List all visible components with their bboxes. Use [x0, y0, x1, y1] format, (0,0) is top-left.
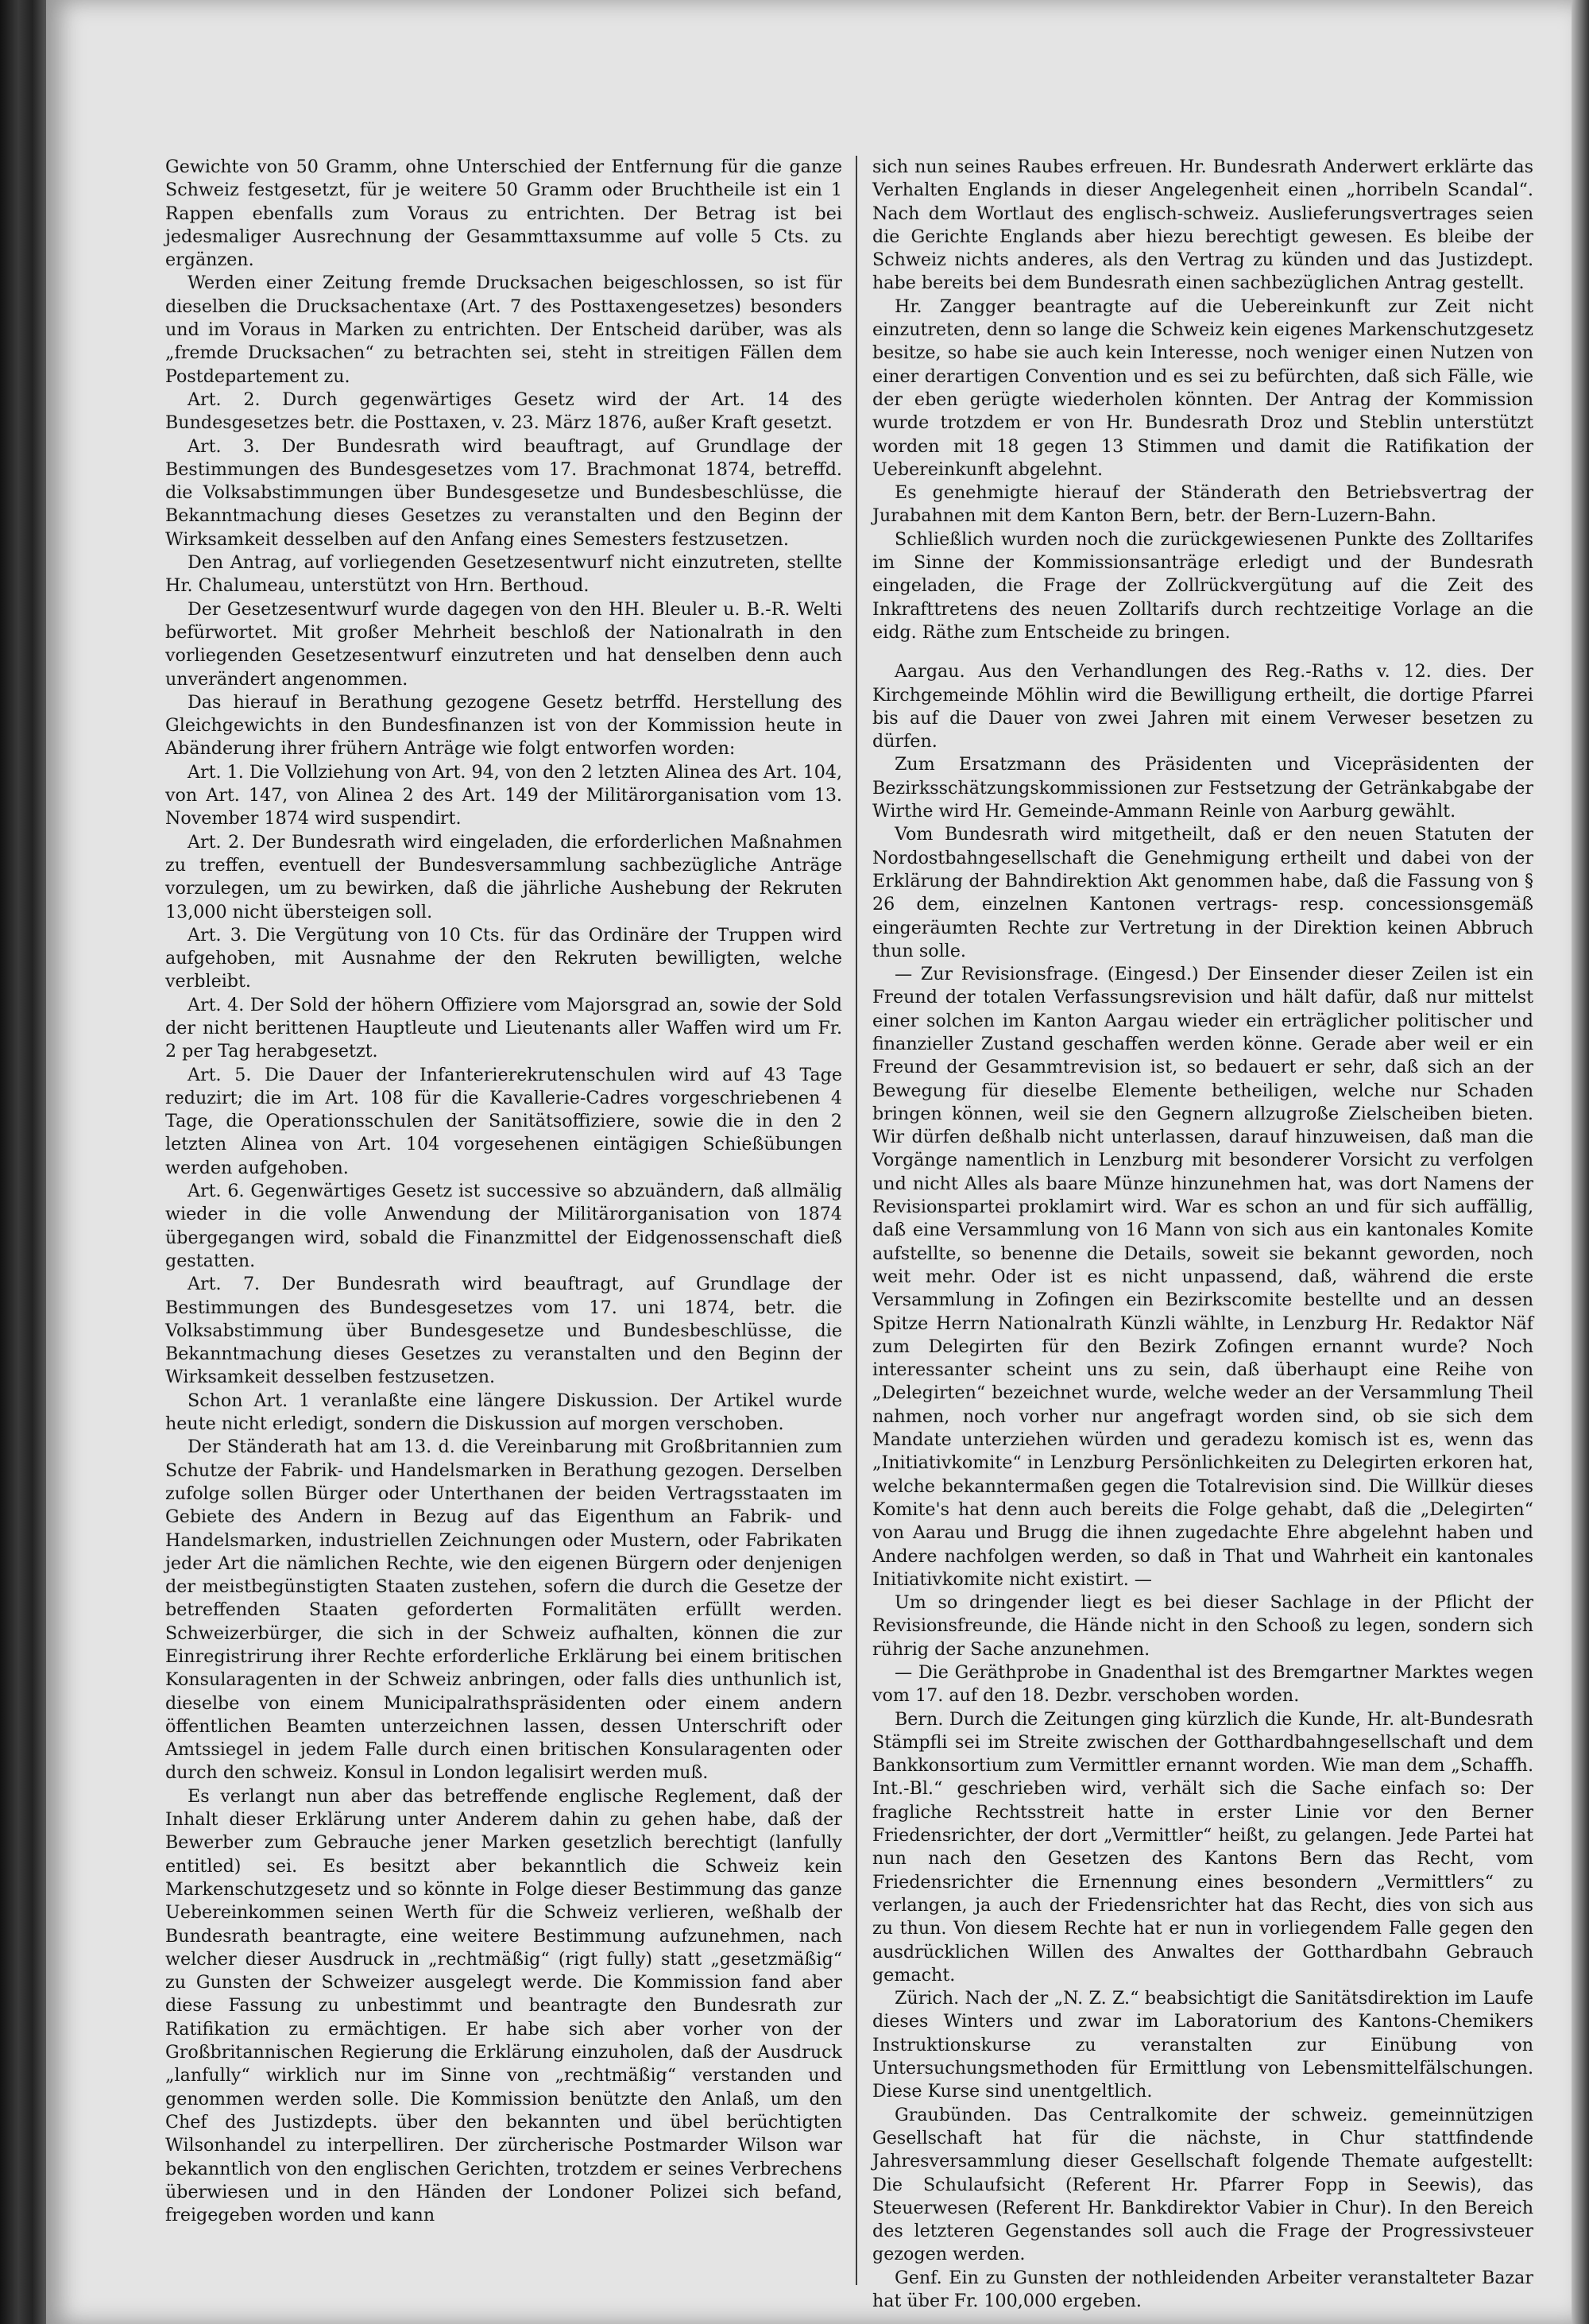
paragraph: Art. 6. Gegenwärtiges Gesetz ist successive so abzuändern, daß allmälig wieder in die volle Anwendung der Militärorganisation von 1874 übergegangen wird, sobald die Finanzmittel der Eidgenossenschaft dieß gestatten. — [165, 1181, 842, 1271]
paragraph: Das hierauf in Berathung gezogene Gesetz betrffd. Herstellung des Gleichgewichts in den Bundesfinanzen ist von der Kommission heute in Abänderung ihrer frühern Anträge wie folgt entworfen worden: — [165, 691, 842, 760]
paragraph: — Die Geräthprobe in Gnadenthal ist des Bremgartner Marktes wegen vom 17. auf den 18. Dezbr. verschoben worden. — [872, 1662, 1533, 1707]
paragraph: Gewichte von 50 Gramm, ohne Unterschied der Entfernung für die ganze Schweiz festgesetzt, für je weitere 50 Gramm oder Bruchtheile ist ein 1 Rappen ebenfalls zum Voraus zu entrichten. Der Betrag ist bei jedesmaliger Ausrechnung der Gesammttaxsumme auf volle 5 Cts. zu ergänzen. — [165, 157, 842, 271]
paragraph: sich nun seines Raubes erfreuen. Hr. Bundesrath Anderwert erklärte das Verhalten Englands in dieser Angelegenheit einen „horribeln Scandal“. Nach dem Wortlaut des englisch-schweiz. Auslieferungsvertrages seien die Gerichte Englands aber hiezu berechtigt gewesen. Es bleibe der Schweiz nichts anderes, als den Vertrag zu künden und das Justizdept. habe bereits bei dem Bundesrath einen sachbezüglichen Antrag gestellt. — [872, 157, 1533, 294]
paragraph: Vom Bundesrath wird mitgetheilt, daß er den neuen Statuten der Nordostbahngesellschaft die Genehmigung ertheilt und dabei von der Erklärung der Bahndirektion Akt genommen habe, daß die Fassung von § 26 dem, einzelnen Kantonen vertrags- resp. concessionsgemäß eingeräumten Rechte zur Vertretung in der Direktion keinen Abbruch thun solle. — [872, 824, 1533, 961]
paragraph: Graubünden. Das Centralkomite der schweiz. gemeinnützigen Gesellschaft hat für die nächste, in Chur stattfindende Jahresversammlung dieser Gesellschaft folgende Themate aufgestellt: Die Schulaufsicht (Referent Hr. Pfarrer Fopp in Seewis), das Steuerwesen (Referent Hr. Bankdirektor Vabier in Chur). In den Bereich des letzteren Gegenstandes soll auch die Frage der Progressivsteuer gezogen werden. — [872, 2104, 1533, 2265]
paragraph: Art. 7. Der Bundesrath wird beauftragt, auf Grundlage der Bestimmungen des Bundesgesetzes vom 17. uni 1874, betr. die Volksabstimmung über Bundesgesetze und Bundesbeschlüsse, die Bekanntmachung dieses Gesetzes zu veranstalten und den Beginn der Wirksamkeit desselben festzusetzen. — [165, 1274, 842, 1388]
paragraph: Den Antrag, auf vorliegenden Gesetzesentwurf nicht einzutreten, stellte Hr. Chalumeau, unterstützt von Hrn. Berthoud. — [165, 552, 842, 597]
paragraph: Art. 2. Durch gegenwärtiges Gesetz wird der Art. 14 des Bundesgesetzes betr. die Posttaxen, v. 23. März 1876, außer Kraft gesetzt. — [165, 389, 842, 434]
column-divider — [856, 156, 857, 2285]
paragraph: Art. 4. Der Sold der höhern Offiziere vom Majorsgrad an, sowie der Sold der nicht berittenen Hauptleute und Lieutenants aller Waffen wird um Fr. 2 per Tag herabgesetzt. — [165, 994, 842, 1062]
paragraph: Um so dringender liegt es bei dieser Sachlage in der Pflicht der Revisionsfreunde, die Hände nicht in den Schooß zu legen, sondern sich rührig der Sache anzunehmen. — [872, 1592, 1533, 1660]
paragraph: Art. 3. Der Bundesrath wird beauftragt, auf Grundlage der Bestimmungen des Bundesgesetzes vom 17. Brachmonat 1874, betreffd. die Volksabstimmungen über Bundesgesetze und Bundesbeschlüsse, die Bekanntmachung dieses Gesetzes zu veranstalten und den Beginn der Wirksamkeit desselben auf den Anfang eines Semesters festzusetzen. — [165, 435, 842, 550]
paragraph: Es genehmigte hierauf der Ständerath den Betriebsvertrag der Jurabahnen mit dem Kanton Bern, betr. der Bern-Luzern-Bahn. — [872, 482, 1533, 527]
page-edge — [1572, 0, 1589, 2324]
paragraph: Aargau. Aus den Verhandlungen des Reg.-Raths v. 12. dies. Der Kirchgemeinde Möhlin wird die Bewilligung ertheilt, die dortige Pfarrei bis auf die Dauer von zwei Jahren mit einem Verweser besetzen zu dürfen. — [872, 661, 1533, 752]
paragraph: Zürich. Nach der „N. Z. Z.“ beabsichtigt die Sanitätsdirektion im Laufe dieses Winters und zwar im Laboratorium des Kantons-Chemikers Instruktionskurse zu veranstalten zur Einübung von Untersuchungsmethoden für Ermittlung von Lebensmittelfälschungen. Diese Kurse sind unentgeltlich. — [872, 1988, 1533, 2102]
paragraph: Der Gesetzesentwurf wurde dagegen von den HH. Bleuler u. B.-R. Welti befürwortet. Mit großer Mehrheit beschloß der Nationalrath in den vorliegenden Gesetzesentwurf einzutreten und hat denselben denn auch unverändert angenommen. — [165, 598, 842, 690]
paragraph: Schließlich wurden noch die zurückgewiesenen Punkte des Zolltarifes im Sinne der Kommissionsanträge erledigt und der Bundesrath eingeladen, die Frage der Zollrückvergütung auf die Zeit des Inkrafttretens des neuen Zolltarifs durch rechtzeitige Vorlage an die eidg. Räthe zum Entscheide zu bringen. — [872, 528, 1533, 643]
paragraph: Bern. Durch die Zeitungen ging kürzlich die Kunde, Hr. alt-Bundesrath Stämpfli sei im Streite zwischen der Gotthardbahngesellschaft und dem Bankkonsortium zum Vermittler ernannt worden. Wie man dem „Schaffh. Int.-Bl.“ geschrieben wird, verhält sich die Sache einfach so: Der fragliche Rechtsstreit hatte in erster Linie vor den Berner Friedensrichter, der dort „Vermittler“ heißt, zu gelangen. Jede Partei hat nun nach den Gesetzen des Kantons Bern das Recht, vom Friedensrichter die Ernennung eines besondern „Vermittlers“ zu verlangen, ja auch der Friedensrichter hat das Recht, dies von sich aus zu thun. Von diesem Rechte hat er nun in vorliegendem Falle gegen den ausdrücklichen Willen des Anwaltes der Gotthardbahn Gebrauch gemacht. — [872, 1708, 1533, 1986]
paragraph: Der Ständerath hat am 13. d. die Vereinbarung mit Großbritannien zum Schutze der Fabrik- und Handelsmarken in Berathung gezogen. Derselben zufolge sollen Bürger oder Unterthanen der beiden Vertragsstaaten im Gebiete des Andern in Bezug auf das Eigenthum an Fabrik- und Handelsmarken, industriellen Zeichnungen oder Mustern, oder Fabrikaten jeder Art die nämlichen Rechte, wie den eigenen Bürgern oder denjenigen der meistbegünstigten Staaten zustehen, sofern die durch die Gesetze der betreffenden Staaten geforderten Formalitäten erfüllt werden. Schweizerbürger, die sich in der Schweiz aufhalten, können die zur Einregistrirung ihrer Rechte erforderliche Erklärung bei einem britischen Konsularagenten in der Schweiz anbringen, oder falls dies unthunlich ist, dieselbe von einem Municipalrathspräsidenten oder einem andern öffentlichen Beamten unterzeichnen lassen, dessen Unterschrift oder Amtssiegel in jedem Falle durch einen britischen Konsularagenten oder durch den schweiz. Konsul in London legalisirt werden muß. — [165, 1437, 842, 1784]
paragraph: Art. 1. Die Vollziehung von Art. 94, von den 2 letzten Alinea des Art. 104, von Art. 147, von Alinea 2 des Art. 149 der Militärorganisation vom 13. November 1874 wird suspendirt. — [165, 761, 842, 829]
book-binding — [0, 0, 46, 2324]
paragraph: Es verlangt nun aber das betreffende englische Reglement, daß der Inhalt dieser Erklärung unter Anderem dahin zu gehen habe, daß der Bewerber zum Gebrauche jener Marken gesetzlich berechtigt (lanfully entitled) sei. Es besitzt aber bekanntlich die Schweiz kein Markenschutzgesetz und so könnte in Folge dieser Bestimmung das ganze Uebereinkommen seinen Werth für die Schweiz verlieren, weßhalb der Bundesrath beantragte, eine weitere Bestimmung aufzunehmen, nach welcher dieser Ausdruck in „rechtmäßig“ (rigt fully) statt „gesetzmäßig“ zu Gunsten der Schweizer ausgelegt werde. Die Kommission fand aber diese Fassung zu unbestimmt und beantragte den Bundesrath zur Ratifikation zu ermächtigen. Er habe sich aber vorher von der Großbritannischen Regierung die Erklärung einzuholen, daß der Ausdruck „lanfully“ wirklich nur im Sinne von „rechtmäßig“ verstanden und genommen werden solle. Die Kommission benützte den Anlaß, um den Chef des Justizdepts. über den bekannten und übel berüchtigten Wilsonhandel zu interpelliren. Der zürcherische Postmarder Wilson war bekanntlich von den englischen Gerichten, trotzdem er seines Verbrechens überwiesen und in den Händen der Londoner Polizei sich befand, freigegeben worden und kann — [165, 1785, 842, 2226]
paragraph: Art. 3. Die Vergütung von 10 Cts. für das Ordinäre der Truppen wird aufgehoben, mit Ausnahme der den Rekruten bewilligten, welche verbleibt. — [165, 924, 842, 992]
paragraph: Zum Ersatzmann des Präsidenten und Vicepräsidenten der Bezirksschätzungskommissionen zur Festsetzung der Getränkabgabe der Wirthe wird Hr. Gemeinde-Ammann Reinle von Aarburg gewählt. — [872, 754, 1533, 822]
newspaper-page — [46, 0, 1572, 2324]
paragraph: Schon Art. 1 veranlaßte eine längere Diskussion. Der Artikel wurde heute nicht erledigt, sondern die Diskussion auf morgen verschoben. — [165, 1390, 842, 1435]
paragraph: Art. 5. Die Dauer der Infanterierekrutenschulen wird auf 43 Tage reduzirt; die im Art. 108 für die Kavallerie-Cadres vorgeschriebenen 4 Tage, die Operationsschulen der Sanitätsoffiziere, sowie die in den 2 letzten Alinea von Art. 104 vorgesehenen eintägigen Schießübungen werden aufgehoben. — [165, 1064, 842, 1178]
paragraph: Werden einer Zeitung fremde Drucksachen beigeschlossen, so ist für dieselben die Drucksachentaxe (Art. 7 des Posttaxengesetzes) besonders und im Voraus in Marken zu entrichten. Der Entscheid darüber, was als „fremde Drucksachen“ zu betrachten sei, steht in streitigen Fällen dem Postdepartement zu. — [165, 273, 842, 387]
paragraph: — Zur Revisionsfrage. (Eingesd.) Der Einsender dieser Zeilen ist ein Freund der totalen Verfassungsrevision und hält dafür, daß nur mittelst einer solchen im Kanton Aargau wieder ein erträglicher politischer und finanzieller Zustand geschaffen werden könne. Gerade aber weil er ein Freund der Gesammtrevision ist, so bedauert er sehr, daß sich an der Bewegung für dieselbe Elemente betheiligen, welche nur Schaden bringen können, weil sie den Gegnern allzugroße Zielscheiben bieten. Wir dürfen deßhalb nicht unterlassen, darauf hinzuweisen, daß man die Vorgänge namentlich in Lenzburg mit besonderer Vorsicht zu verfolgen und nicht Alles als baare Münze hinzunehmen hat, was dort Namens der Revisionspartei proklamirt wird. War es schon an und für sich auffällig, daß eine Versammlung von 16 Mann von sich aus ein kantonales Komite aufstellte, so benenne die Details, soweit sie bekannt geworden, noch weit mehr. Oder ist es nicht unpassend, daß, während die erste Versammlung in Zofingen ein Bezirkscomite bestellte und an dessen Spitze Herrn Nationalrath Künzli wählte, in Lenzburg Hr. Redaktor Näf zum Delegirten für den Bezirk Zofingen ernannt wurde? Noch interessanter scheint uns zu sein, daß überhaupt eine Reihe von „Delegirten“ bezeichnet wurde, welche weder an der Versammlung Theil nahmen, noch vorher nur angefragt worden sind, ob sie sich dem Mandate unterziehen würden und geradezu komisch ist es, wenn das „Initiativkomite“ in Lenzburg Persönlichkeiten zu Delegirten erkoren hat, welche bekanntermaßen gegen die Totalrevision sind. Die Willkür dieses Komite's hat denn auch bereits die Folge gehabt, daß die „Delegirten“ von Aarau und Brugg die ihnen zugedachte Ehre abgelehnt haben und Andere nachfolgen werden, so daß in That und Wahrheit ein kantonales Initiativkomite nicht existirt. — — [872, 964, 1533, 1590]
paragraph: Hr. Zangger beantragte auf die Uebereinkunft zur Zeit nicht einzutreten, denn so lange die Schweiz kein eigenes Markenschutzgesetz besitze, so habe sie auch kein Interesse, noch weniger einen Nutzen von einer derartigen Convention und es sei zu befürchten, daß sich Fälle, wie der eben gerügte wiederholen könnten. Der Antrag der Kommission wurde trotzdem er von Hr. Bundesrath Droz und Steblin unterstützt worden mit 18 gegen 13 Stimmen und damit die Ratifikation der Uebereinkunft abgelehnt. — [872, 296, 1533, 480]
paragraph: Art. 2. Der Bundesrath wird eingeladen, die erforderlichen Maßnahmen zu treffen, eventuell der Bundesversammlung sachbezügliche Anträge vorzulegen, um zu bewirken, daß die jährliche Aushebung der Rekruten 13,000 nicht übersteigen soll. — [165, 831, 842, 922]
left-column — [165, 156, 842, 2301]
paragraph: Genf. Ein zu Gunsten der nothleidenden Arbeiter veranstalteter Bazar hat über Fr. 100,000 ergeben. — [872, 2267, 1533, 2312]
right-column — [872, 156, 1533, 2312]
